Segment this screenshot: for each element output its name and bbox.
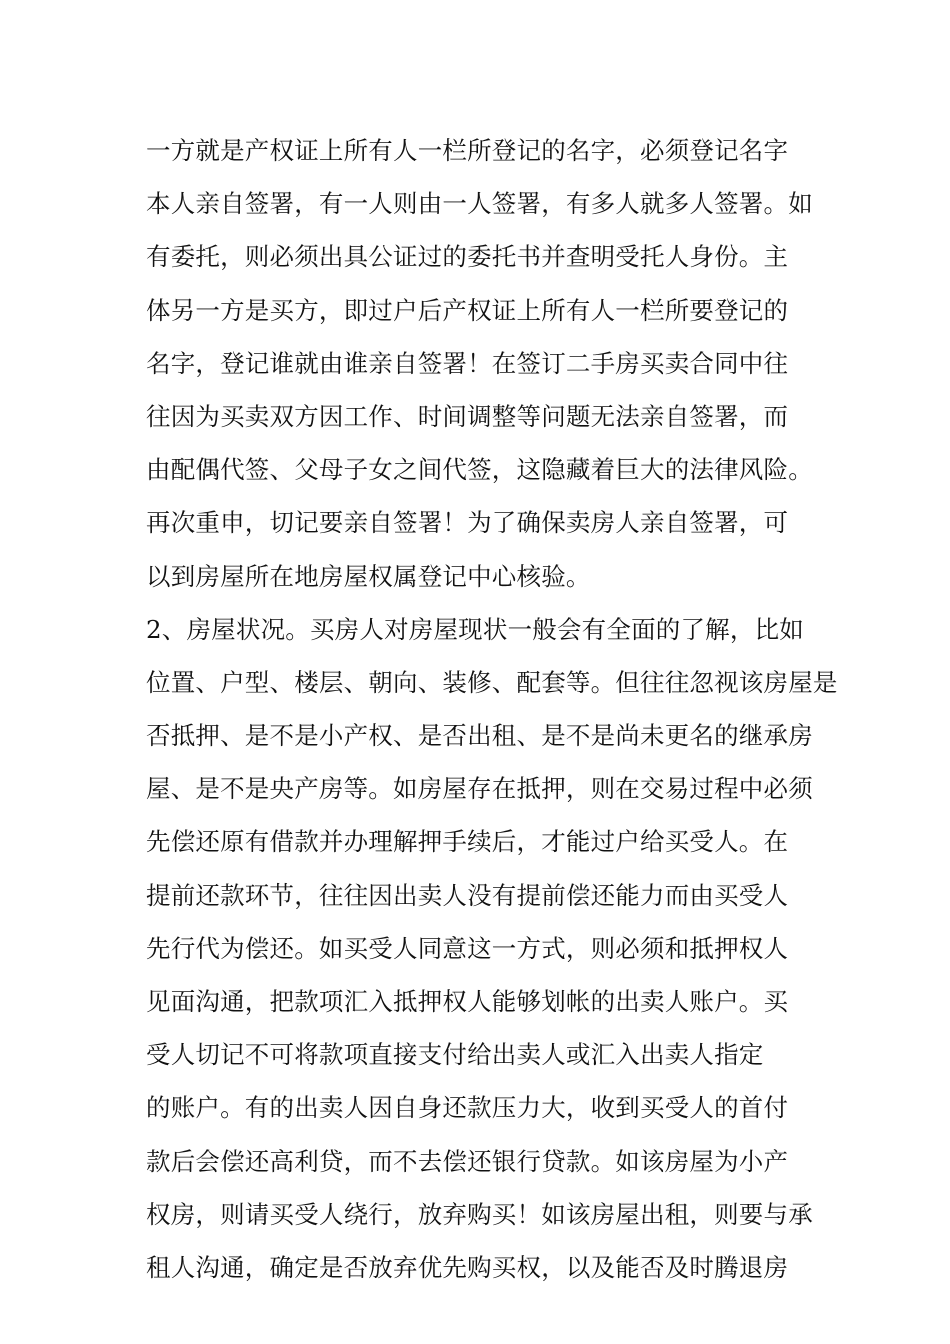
text-line: 提前还款环节，往往因出卖人没有提前偿还能力而由买受人 <box>146 880 789 910</box>
text-line: 先偿还原有借款并办理解押手续后，才能过户给买受人。在 <box>146 827 789 857</box>
text-line: 2、房屋状况。买房人对房屋现状一般会有全面的了解，比如 <box>146 614 804 644</box>
text-line: 再次重申，切记要亲自签署！为了确保卖房人亲自签署，可 <box>146 508 789 538</box>
body-text <box>146 124 838 1294</box>
text-line: 以到房屋所在地房屋权属登记中心核验。 <box>146 561 591 591</box>
text-line: 有委托，则必须出具公证过的委托书并查明受托人身份。主 <box>146 242 789 272</box>
text-line: 见面沟通，把款项汇入抵押权人能够划帐的出卖人账户。买 <box>146 987 789 1016</box>
text-line: 权房，则请买受人绕行，放弃购买！如该房屋出租，则要与承 <box>146 1199 813 1229</box>
text-line: 受人切记不可将款项直接支付给出卖人或汇入出卖人指定 <box>146 1040 764 1070</box>
text-line: 屋、是不是央产房等。如房屋存在抵押，则在交易过程中必须 <box>146 774 813 804</box>
text-line: 本人亲自签署，有一人则由一人签署，有多人就多人签署。如 <box>146 189 813 219</box>
text-line: 体另一方是买方，即过户后产权证上所有人一栏所要登记的 <box>146 295 789 325</box>
text-line: 名字，登记谁就由谁亲自签署！在签订二手房买卖合同中往 <box>146 348 789 378</box>
text-line: 往因为买卖双方因工作、时间调整等问题无法亲自签署，而 <box>146 401 789 431</box>
text-line: 由配偶代签、父母子女之间代签，这隐藏着巨大的法律风险。 <box>146 455 813 485</box>
text-line: 的账户。有的出卖人因自身还款压力大，收到买受人的首付 <box>146 1093 789 1123</box>
text-line: 一方就是产权证上所有人一栏所登记的名字，必须登记名字 <box>146 136 789 165</box>
text-line: 先行代为偿还。如买受人同意这一方式，则必须和抵押权人 <box>146 933 789 963</box>
text-line: 位置、户型、楼层、朝向、装修、配套等。但往往忽视该房屋是 <box>146 667 838 697</box>
text-line: 款后会偿还高利贷，而不去偿还银行贷款。如该房屋为小产 <box>146 1146 789 1176</box>
text-line: 租人沟通，确定是否放弃优先购买权，以及能否及时腾退房 <box>146 1252 789 1282</box>
text-line: 否抵押、是不是小产权、是否出租、是不是尚未更名的继承房 <box>146 721 813 751</box>
